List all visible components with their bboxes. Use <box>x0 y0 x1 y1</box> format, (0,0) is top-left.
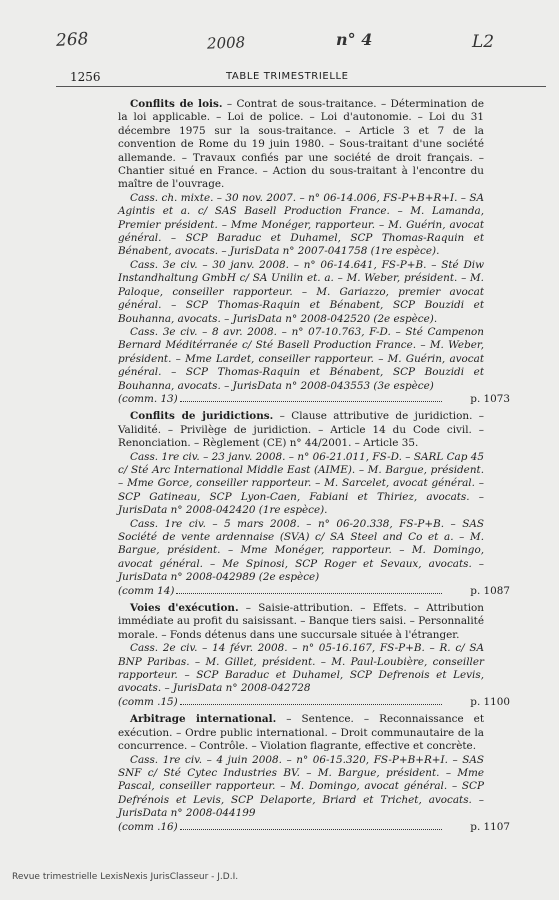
dot-leader <box>176 593 442 594</box>
page-footer: Revue trimestrielle LexisNexis JurisClasseur - J.D.I. <box>12 872 239 882</box>
reference-label: (comm 14) <box>118 584 175 597</box>
section-summary: – Saisie-attribution. – Effets. – Attribution immédiate au profit du saisissant. – Banque tiers saisi. – Personnalité morale. – Fonds détenus dans une succursale située à l'étranger. <box>118 602 484 641</box>
handwritten-year: 2008 <box>206 33 246 53</box>
reference-label: (comm .15) <box>118 695 178 708</box>
section-title: Arbitrage international. <box>130 713 277 726</box>
handwritten-mark: L2 <box>472 32 495 52</box>
running-title: TABLE TRIMESTRIELLE <box>226 71 349 82</box>
citation: Cass. 1re civ. – 23 janv. 2008. – n° 06-21.011, FS-D. – SARL Cap 45 c/ Sté Arc International Middle East (AIME). – M. Bargue, président. – Mme Gorce, conseiller rapporteur. – M. Sarcelet, avocat général. – SCP Gatineau, SCP Lyon-Caen, Fabiani et Thiriez, avocats. – JurisData n° 2008-042420 (1re espèce). <box>118 450 484 517</box>
reference-page: p. 1073 <box>470 392 510 405</box>
section-conflits-de-lois <box>118 98 510 406</box>
content-column <box>118 98 510 838</box>
reference-label: (comm. 13) <box>118 392 178 405</box>
page-reference <box>118 392 510 406</box>
citation: Cass. ch. mixte. – 30 nov. 2007. – n° 06-14.006, FS-P+B+R+I. – SA Agintis et a. c/ SAS Basell Production France. – M. Lamanda, Premier président. – Mme Monéger, rapporteur. – M. Guérin, avocat général. – SCP Baraduc et Duhamel, SCP Thomas-Raquin et Bénabent, avocats. – JurisData n° 2007-041758 (1re espèce). <box>118 191 484 258</box>
page-reference <box>118 695 510 709</box>
citation: Cass. 3e civ. – 8 avr. 2008. – n° 07-10.763, F-D. – Sté Campenon Bernard Méditérranée c/ Sté Basell Production France. – M. Weber, président. – Mme Lardet, conseiller rapporteur. – M. Guérin, avocat général. – SCP Thomas-Raquin et Bénabent, SCP Bouzidi et Bouhanna, avocats. – JurisData n° 2008-043553 (3e espèce) <box>118 325 484 392</box>
reference-page: p. 1100 <box>470 695 510 708</box>
reference-page: p. 1107 <box>470 820 510 833</box>
dot-leader <box>180 829 443 830</box>
page-reference <box>118 820 510 834</box>
citation: Cass. 1re civ. – 4 juin 2008. – n° 06-15.320, FS-P+B+R+I. – SAS SNF c/ Sté Cytec Industries BV. – M. Bargue, président. – Mme Pascal, conseiller rapporteur. – M. Domingo, avocat général. – SCP Defrénois et Levis, SCP Delaporte, Briard et Trichet, avocats. – JurisData n° 2008-044199 <box>118 753 484 820</box>
section-title: Conflits de juridictions. <box>130 410 274 423</box>
section-arbitrage-international <box>118 713 510 834</box>
dot-leader <box>180 704 443 705</box>
citation: Cass. 3e civ. – 30 janv. 2008. – n° 06-14.641, FS-P+B. – Sté Diw Instandhaltung GmbH c/ SA Unilin et. a. – M. Weber, président. – M. Paloque, conseiller rapporteur. – M. Gariazzo, premier avocat général. – SCP Thomas-Raquin et Bénabent, SCP Bouzidi et Bouhanna, avocats. – JurisData n° 2008-042520 (2e espèce). <box>118 258 484 325</box>
section-summary: – Contrat de sous-traitance. – Détermination de la loi applicable. – Loi de police. – Loi d'autonomie. – Loi du 31 décembre 1975 sur la sous-traitance. – Article 3 et 7 de la convention de Rome du 19 juin 1980. – Sous-traitant d'une société allemande. – Travaux confiés par une société de droit français. – Chantier situé en France. – Action du sous-traitant à l'encontre du maître de l'ouvrage. <box>118 98 484 191</box>
page-reference <box>118 584 510 598</box>
section-voies-d-execution <box>118 602 510 709</box>
header-rule <box>56 86 546 87</box>
dot-leader <box>180 401 443 402</box>
handwritten-number: n° 4 <box>336 30 373 49</box>
reference-page: p. 1087 <box>470 584 510 597</box>
citation: Cass. 1re civ. – 5 mars 2008. – n° 06-20.338, FS-P+B. – SAS Société de vente ardennaise (SVA) c/ SA Steel and Co et a. – M. Bargue, président. – Mme Monéger, rapporteur. – M. Domingo, avocat général. – Me Spinosi, SCP Roger et Sevaux, avocats. – JurisData n° 2008-042989 (2e espèce) <box>118 517 484 584</box>
section-summary: – Clause attributive de juridiction. – Validité. – Privilège de juridiction. – Article 14 du Code civil. – Renonciation. – Règlement (CE) n° 44/2001. – Article 35. <box>118 410 484 450</box>
section-heading <box>118 410 484 450</box>
reference-label: (comm .16) <box>118 820 178 833</box>
section-heading <box>118 602 484 642</box>
section-conflits-de-juridictions <box>118 410 510 598</box>
page-number: 1256 <box>70 70 101 84</box>
handwritten-annotation: 268 <box>55 29 89 51</box>
section-title: Conflits de lois. <box>130 98 223 110</box>
section-summary: – Sentence. – Reconnaissance et exécution. – Ordre public international. – Droit communautaire de la concurrence. – Contrôle. – Violation flagrante, effective et concrète. <box>118 713 484 753</box>
section-title: Voies d'exécution. <box>130 602 239 615</box>
section-heading <box>118 713 484 753</box>
section-heading <box>118 98 484 192</box>
citation: Cass. 2e civ. – 14 févr. 2008. – n° 05-16.167, FS-P+B. – R. c/ SA BNP Paribas. – M. Gillet, président. – M. Paul-Loubière, conseiller rapporteur. – SCP Baraduc et Duhamel, SCP Defrenois et Levis, avocats. – JurisData n° 2008-042728 <box>118 642 484 695</box>
